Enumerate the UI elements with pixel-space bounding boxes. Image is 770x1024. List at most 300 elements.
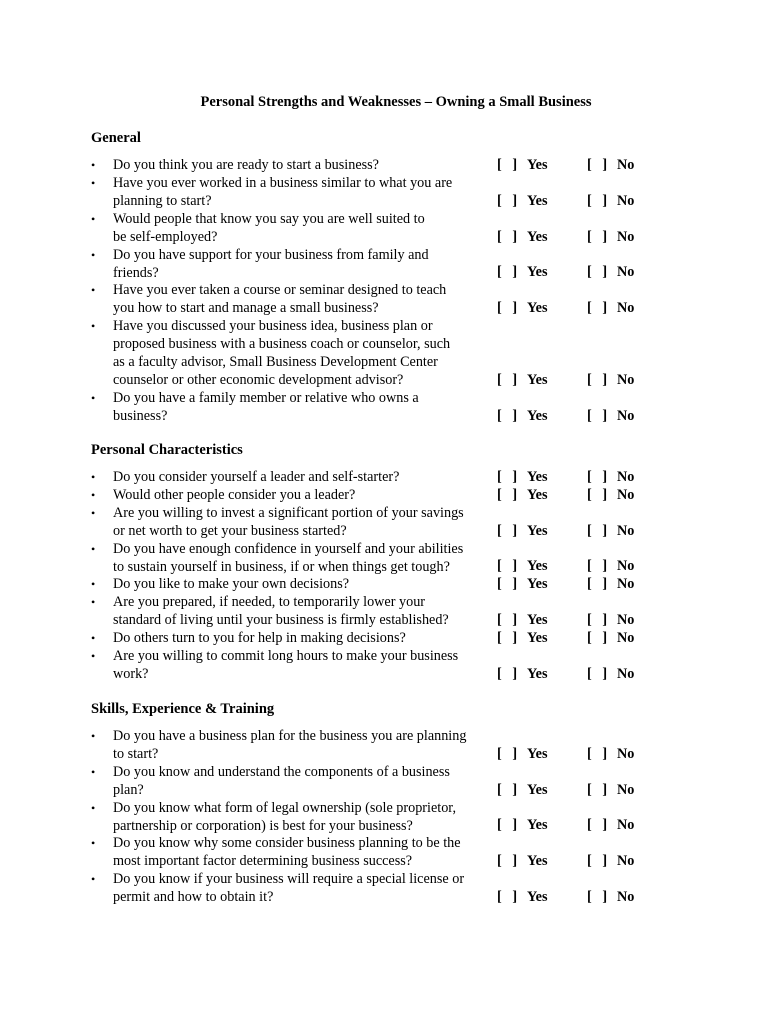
yes-checkbox[interactable]	[497, 745, 527, 763]
checkbox-close-bracket: ]	[512, 522, 518, 539]
question-line: be self-employed?	[113, 228, 218, 245]
checkbox-close-bracket: ]	[512, 558, 518, 575]
yes-checkbox[interactable]	[497, 371, 527, 389]
question-line: Do you have enough confidence in yourself and your abilities	[113, 540, 464, 557]
yes-checkbox[interactable]	[497, 263, 527, 281]
checkbox-open-bracket: [	[497, 781, 502, 798]
no-option[interactable]	[587, 888, 634, 906]
question-line: Are you prepared, if needed, to temporarily lower your	[113, 594, 426, 611]
question-line: Do you know if your business will require a special license or	[113, 871, 465, 888]
question-line: Do you know what form of legal ownership (sole proprietor,	[113, 799, 457, 816]
question-line: as a faculty advisor, Small Business Development Center	[113, 354, 438, 371]
checkbox-close-bracket: ]	[602, 157, 608, 173]
no-checkbox[interactable]	[587, 156, 617, 174]
checkbox-close-bracket: ]	[512, 469, 518, 485]
question-item	[91, 593, 651, 629]
checkbox-open-bracket: [	[497, 630, 502, 647]
checkbox-open-bracket: [	[587, 264, 592, 281]
question-text	[113, 799, 491, 835]
bullet-icon: •	[91, 247, 96, 262]
no-checkbox[interactable]	[587, 611, 617, 629]
no-checkbox[interactable]	[587, 852, 617, 870]
yes-checkbox[interactable]	[497, 852, 527, 870]
checkbox-close-bracket: ]	[512, 228, 518, 245]
checkbox-close-bracket: ]	[512, 745, 518, 762]
no-label: No	[617, 630, 635, 647]
no-option[interactable]	[587, 407, 634, 425]
question-line: to sustain yourself in business, if or when things get tough?	[113, 558, 450, 575]
question-item	[91, 540, 651, 576]
yes-checkbox[interactable]	[497, 299, 527, 317]
question-text	[113, 156, 491, 174]
yes-label: Yes	[527, 300, 548, 317]
bullet-icon: •	[91, 595, 96, 610]
checkbox-open-bracket: [	[497, 469, 502, 485]
checkbox-open-bracket: [	[587, 300, 592, 317]
question-item	[91, 246, 651, 282]
checkbox-close-bracket: ]	[512, 817, 518, 834]
no-label: No	[617, 407, 635, 424]
checkbox-close-bracket: ]	[602, 630, 608, 647]
no-label: No	[617, 576, 635, 593]
checkbox-close-bracket: ]	[512, 853, 518, 870]
question-line: Do you have support for your business from family and	[113, 246, 429, 263]
yes-label: Yes	[527, 612, 548, 629]
no-option[interactable]	[587, 522, 634, 540]
checkbox-open-bracket: [	[587, 889, 592, 906]
question-line: business?	[113, 407, 168, 424]
checkbox-close-bracket: ]	[602, 745, 608, 762]
section-heading: General	[91, 130, 141, 146]
question-line: standard of living until your business is firmly established?	[113, 612, 449, 629]
question-line: Do you have a family member or relative who owns a	[113, 389, 419, 406]
yes-label: Yes	[527, 407, 548, 424]
question-item	[91, 486, 651, 504]
no-checkbox[interactable]	[587, 468, 617, 486]
no-option[interactable]	[587, 228, 634, 246]
checkbox-open-bracket: [	[587, 576, 592, 593]
checkbox-open-bracket: [	[497, 558, 502, 575]
bullet-icon: •	[91, 211, 96, 226]
question-text	[113, 317, 491, 389]
checkbox-close-bracket: ]	[512, 192, 518, 209]
checkbox-open-bracket: [	[497, 486, 502, 503]
checkbox-close-bracket: ]	[602, 781, 608, 798]
question-text	[113, 593, 491, 629]
checkbox-close-bracket: ]	[602, 486, 608, 503]
yes-checkbox[interactable]	[497, 156, 527, 174]
checkbox-close-bracket: ]	[602, 889, 608, 906]
yes-label: Yes	[527, 558, 548, 575]
bullet-icon: •	[91, 631, 96, 646]
question-line: you how to start and manage a small business?	[113, 300, 379, 317]
bullet-icon: •	[91, 577, 96, 592]
question-item	[91, 281, 651, 317]
question-item	[91, 468, 651, 486]
no-option[interactable]	[587, 852, 634, 870]
no-checkbox[interactable]	[587, 665, 617, 683]
yes-option[interactable]	[497, 228, 548, 246]
no-option[interactable]	[587, 629, 634, 647]
yes-option[interactable]	[497, 745, 548, 763]
yes-option[interactable]	[497, 557, 548, 575]
no-label: No	[617, 264, 635, 281]
no-label: No	[617, 665, 635, 682]
yes-checkbox[interactable]	[497, 228, 527, 246]
question-line: Do you think you are ready to start a business?	[113, 157, 379, 173]
question-text	[113, 763, 491, 799]
question-item	[91, 156, 651, 174]
checkbox-open-bracket: [	[587, 817, 592, 834]
checkbox-open-bracket: [	[587, 665, 592, 682]
bullet-icon: •	[91, 729, 96, 743]
yes-label: Yes	[527, 665, 548, 682]
yes-checkbox[interactable]	[497, 192, 527, 210]
no-label: No	[617, 817, 635, 834]
no-label: No	[617, 522, 635, 539]
yes-option[interactable]	[497, 192, 548, 210]
checkbox-close-bracket: ]	[602, 576, 608, 593]
checkbox-open-bracket: [	[587, 781, 592, 798]
bullet-icon: •	[91, 541, 96, 556]
yes-label: Yes	[527, 745, 548, 762]
no-checkbox[interactable]	[587, 888, 617, 906]
question-line: planning to start?	[113, 192, 212, 209]
question-line: proposed business with a business coach or counselor, such	[113, 336, 451, 353]
question-item	[91, 504, 651, 540]
question-line: Are you willing to commit long hours to make your business	[113, 648, 459, 664]
checkbox-close-bracket: ]	[602, 558, 608, 575]
checkbox-close-bracket: ]	[602, 522, 608, 539]
no-checkbox[interactable]	[587, 575, 617, 593]
yes-label: Yes	[527, 853, 548, 870]
no-label: No	[617, 558, 635, 575]
no-option[interactable]	[587, 745, 634, 763]
question-line: or net worth to get your business started?	[113, 522, 347, 539]
bullet-icon: •	[91, 649, 96, 663]
checkbox-open-bracket: [	[497, 745, 502, 762]
question-line: work?	[113, 666, 149, 682]
yes-option[interactable]	[497, 611, 548, 629]
yes-option[interactable]	[497, 299, 548, 317]
bullet-icon: •	[91, 283, 96, 298]
question-text	[113, 647, 491, 683]
no-option[interactable]	[587, 156, 634, 174]
question-line: Have you ever taken a course or seminar designed to teach	[113, 282, 447, 299]
no-checkbox[interactable]	[587, 192, 617, 210]
checkbox-close-bracket: ]	[512, 889, 518, 906]
no-option[interactable]	[587, 486, 634, 504]
no-checkbox[interactable]	[587, 522, 617, 540]
bullet-icon: •	[91, 800, 96, 815]
checkbox-open-bracket: [	[497, 665, 502, 682]
checkbox-open-bracket: [	[587, 157, 592, 173]
no-option[interactable]	[587, 263, 634, 281]
no-option[interactable]	[587, 575, 634, 593]
no-checkbox[interactable]	[587, 745, 617, 763]
question-item	[91, 870, 651, 906]
no-option[interactable]	[587, 611, 634, 629]
yes-label: Yes	[527, 264, 548, 281]
no-option[interactable]	[587, 371, 634, 389]
no-checkbox[interactable]	[587, 263, 617, 281]
yes-checkbox[interactable]	[497, 629, 527, 647]
no-label: No	[617, 469, 635, 485]
question-text	[113, 727, 491, 763]
checkbox-open-bracket: [	[497, 300, 502, 317]
yes-label: Yes	[527, 486, 548, 503]
yes-option[interactable]	[497, 781, 548, 799]
checkbox-open-bracket: [	[497, 407, 502, 424]
bullet-icon: •	[91, 175, 96, 190]
yes-option[interactable]	[497, 263, 548, 281]
no-option[interactable]	[587, 299, 634, 317]
question-item	[91, 799, 651, 835]
no-checkbox[interactable]	[587, 629, 617, 647]
question-line: Have you discussed your business idea, business plan or	[113, 318, 433, 335]
question-text	[113, 834, 491, 870]
checkbox-close-bracket: ]	[512, 781, 518, 798]
bullet-icon: •	[91, 470, 96, 484]
bullet-icon: •	[91, 505, 96, 520]
checkbox-open-bracket: [	[497, 612, 502, 629]
question-item	[91, 647, 651, 683]
yes-label: Yes	[527, 157, 548, 173]
checkbox-close-bracket: ]	[512, 612, 518, 629]
no-label: No	[617, 157, 635, 173]
yes-option[interactable]	[497, 522, 548, 540]
question-line: Do you consider yourself a leader and self-starter?	[113, 469, 400, 485]
no-option[interactable]	[587, 192, 634, 210]
no-checkbox[interactable]	[587, 371, 617, 389]
checkbox-open-bracket: [	[587, 371, 592, 388]
checkbox-close-bracket: ]	[602, 407, 608, 424]
question-line: friends?	[113, 264, 159, 281]
question-text	[113, 629, 491, 647]
yes-label: Yes	[527, 889, 548, 906]
checkbox-close-bracket: ]	[602, 817, 608, 834]
checkbox-close-bracket: ]	[512, 407, 518, 424]
yes-label: Yes	[527, 630, 548, 647]
bullet-icon: •	[91, 487, 96, 502]
yes-checkbox[interactable]	[497, 557, 527, 575]
question-line: counselor or other economic development advisor?	[113, 372, 404, 389]
yes-checkbox[interactable]	[497, 575, 527, 593]
checkbox-close-bracket: ]	[512, 157, 518, 173]
question-item	[91, 317, 651, 389]
checkbox-open-bracket: [	[587, 522, 592, 539]
question-line: partnership or corporation) is best for your business?	[113, 817, 413, 834]
checkbox-close-bracket: ]	[512, 300, 518, 317]
checkbox-open-bracket: [	[497, 853, 502, 870]
yes-option[interactable]	[497, 407, 548, 425]
question-item	[91, 575, 651, 593]
checkbox-close-bracket: ]	[512, 630, 518, 647]
question-line: Do you like to make your own decisions?	[113, 576, 350, 593]
checkbox-close-bracket: ]	[602, 853, 608, 870]
checkbox-close-bracket: ]	[602, 264, 608, 281]
question-item	[91, 834, 651, 870]
no-label: No	[617, 889, 635, 906]
bullet-icon: •	[91, 836, 96, 851]
yes-checkbox[interactable]	[497, 486, 527, 504]
checkbox-open-bracket: [	[497, 264, 502, 281]
yes-checkbox[interactable]	[497, 468, 527, 486]
checkbox-open-bracket: [	[587, 192, 592, 209]
question-line: plan?	[113, 781, 144, 798]
question-text	[113, 210, 491, 246]
yes-option[interactable]	[497, 371, 548, 389]
checkbox-close-bracket: ]	[602, 192, 608, 209]
yes-checkbox[interactable]	[497, 611, 527, 629]
yes-label: Yes	[527, 781, 548, 798]
checkbox-close-bracket: ]	[602, 300, 608, 317]
section-heading: Skills, Experience & Training	[91, 701, 275, 717]
no-label: No	[617, 486, 635, 503]
bullet-icon: •	[91, 158, 96, 172]
yes-option[interactable]	[497, 468, 548, 486]
question-text	[113, 504, 491, 540]
checkbox-open-bracket: [	[497, 889, 502, 906]
no-checkbox[interactable]	[587, 486, 617, 504]
no-checkbox[interactable]	[587, 557, 617, 575]
question-line: most important factor determining business success?	[113, 853, 413, 870]
question-item	[91, 763, 651, 799]
bullet-icon: •	[91, 764, 96, 779]
no-label: No	[617, 192, 635, 209]
question-item	[91, 174, 651, 210]
no-label: No	[617, 853, 635, 870]
checkbox-close-bracket: ]	[602, 665, 608, 682]
question-text	[113, 575, 491, 593]
checkbox-open-bracket: [	[497, 522, 502, 539]
question-line: Have you ever worked in a business similar to what you are	[113, 174, 453, 191]
checkbox-open-bracket: [	[587, 612, 592, 629]
question-line: Do you know why some consider business planning to be the	[113, 835, 461, 852]
question-text	[113, 468, 491, 486]
question-line: to start?	[113, 746, 159, 762]
question-text	[113, 174, 491, 210]
yes-option[interactable]	[497, 629, 548, 647]
no-option[interactable]	[587, 468, 634, 486]
no-checkbox[interactable]	[587, 816, 617, 834]
checkbox-close-bracket: ]	[512, 264, 518, 281]
no-label: No	[617, 612, 635, 629]
yes-option[interactable]	[497, 852, 548, 870]
page-title: Personal Strengths and Weaknesses – Owning a Small Business	[200, 94, 592, 110]
bullet-icon: •	[91, 390, 96, 405]
checkbox-open-bracket: [	[587, 853, 592, 870]
no-option[interactable]	[587, 665, 634, 683]
checkbox-open-bracket: [	[587, 228, 592, 245]
yes-label: Yes	[527, 469, 548, 485]
question-text	[113, 246, 491, 282]
question-line: permit and how to obtain it?	[113, 889, 274, 906]
yes-option[interactable]	[497, 156, 548, 174]
question-line: Do you know and understand the components of a business	[113, 763, 450, 780]
yes-checkbox[interactable]	[497, 816, 527, 834]
yes-label: Yes	[527, 817, 548, 834]
no-checkbox[interactable]	[587, 781, 617, 799]
question-text	[113, 540, 491, 576]
bullet-icon: •	[91, 872, 96, 887]
question-item	[91, 210, 651, 246]
checkbox-open-bracket: [	[587, 469, 592, 485]
no-label: No	[617, 371, 635, 388]
checkbox-open-bracket: [	[497, 192, 502, 209]
checkbox-open-bracket: [	[587, 558, 592, 575]
checkbox-open-bracket: [	[497, 371, 502, 388]
question-line: Would people that know you say you are well suited to	[113, 210, 425, 227]
no-option[interactable]	[587, 816, 634, 834]
yes-checkbox[interactable]	[497, 665, 527, 683]
checkbox-open-bracket: [	[587, 630, 592, 647]
yes-label: Yes	[527, 228, 548, 245]
yes-label: Yes	[527, 576, 548, 593]
yes-label: Yes	[527, 192, 548, 209]
no-option[interactable]	[587, 557, 634, 575]
yes-label: Yes	[527, 371, 548, 388]
yes-option[interactable]	[497, 575, 548, 593]
checkbox-open-bracket: [	[497, 228, 502, 245]
question-text	[113, 281, 491, 317]
checkbox-close-bracket: ]	[602, 228, 608, 245]
no-checkbox[interactable]	[587, 407, 617, 425]
question-line: Do others turn to you for help in making decisions?	[113, 630, 406, 647]
yes-option[interactable]	[497, 486, 548, 504]
checkbox-open-bracket: [	[497, 157, 502, 173]
yes-checkbox[interactable]	[497, 407, 527, 425]
yes-option[interactable]	[497, 888, 548, 906]
bullet-icon: •	[91, 319, 96, 334]
checkbox-close-bracket: ]	[512, 665, 518, 682]
yes-option[interactable]	[497, 816, 548, 834]
question-text	[113, 486, 491, 504]
checkbox-open-bracket: [	[587, 407, 592, 424]
yes-option[interactable]	[497, 665, 548, 683]
checkbox-close-bracket: ]	[602, 612, 608, 629]
yes-checkbox[interactable]	[497, 888, 527, 906]
yes-label: Yes	[527, 522, 548, 539]
question-line: Are you willing to invest a significant portion of your savings	[113, 504, 464, 521]
checkbox-open-bracket: [	[497, 576, 502, 593]
checkbox-close-bracket: ]	[512, 371, 518, 388]
question-text	[113, 389, 491, 425]
yes-checkbox[interactable]	[497, 781, 527, 799]
no-label: No	[617, 745, 635, 762]
checkbox-close-bracket: ]	[602, 371, 608, 388]
checkbox-open-bracket: [	[497, 817, 502, 834]
question-item	[91, 389, 651, 425]
question-item	[91, 727, 651, 763]
checkbox-open-bracket: [	[587, 486, 592, 503]
checkbox-open-bracket: [	[587, 745, 592, 762]
yes-checkbox[interactable]	[497, 522, 527, 540]
no-checkbox[interactable]	[587, 299, 617, 317]
question-line: Do you have a business plan for the business you are planning	[113, 728, 467, 744]
question-text	[113, 870, 491, 906]
no-option[interactable]	[587, 781, 634, 799]
checkbox-close-bracket: ]	[512, 576, 518, 593]
no-checkbox[interactable]	[587, 228, 617, 246]
no-label: No	[617, 781, 635, 798]
checkbox-close-bracket: ]	[602, 469, 608, 485]
question-line: Would other people consider you a leader?	[113, 486, 356, 503]
section-heading: Personal Characteristics	[91, 442, 243, 458]
checkbox-close-bracket: ]	[512, 486, 518, 503]
no-label: No	[617, 228, 635, 245]
no-label: No	[617, 300, 635, 317]
